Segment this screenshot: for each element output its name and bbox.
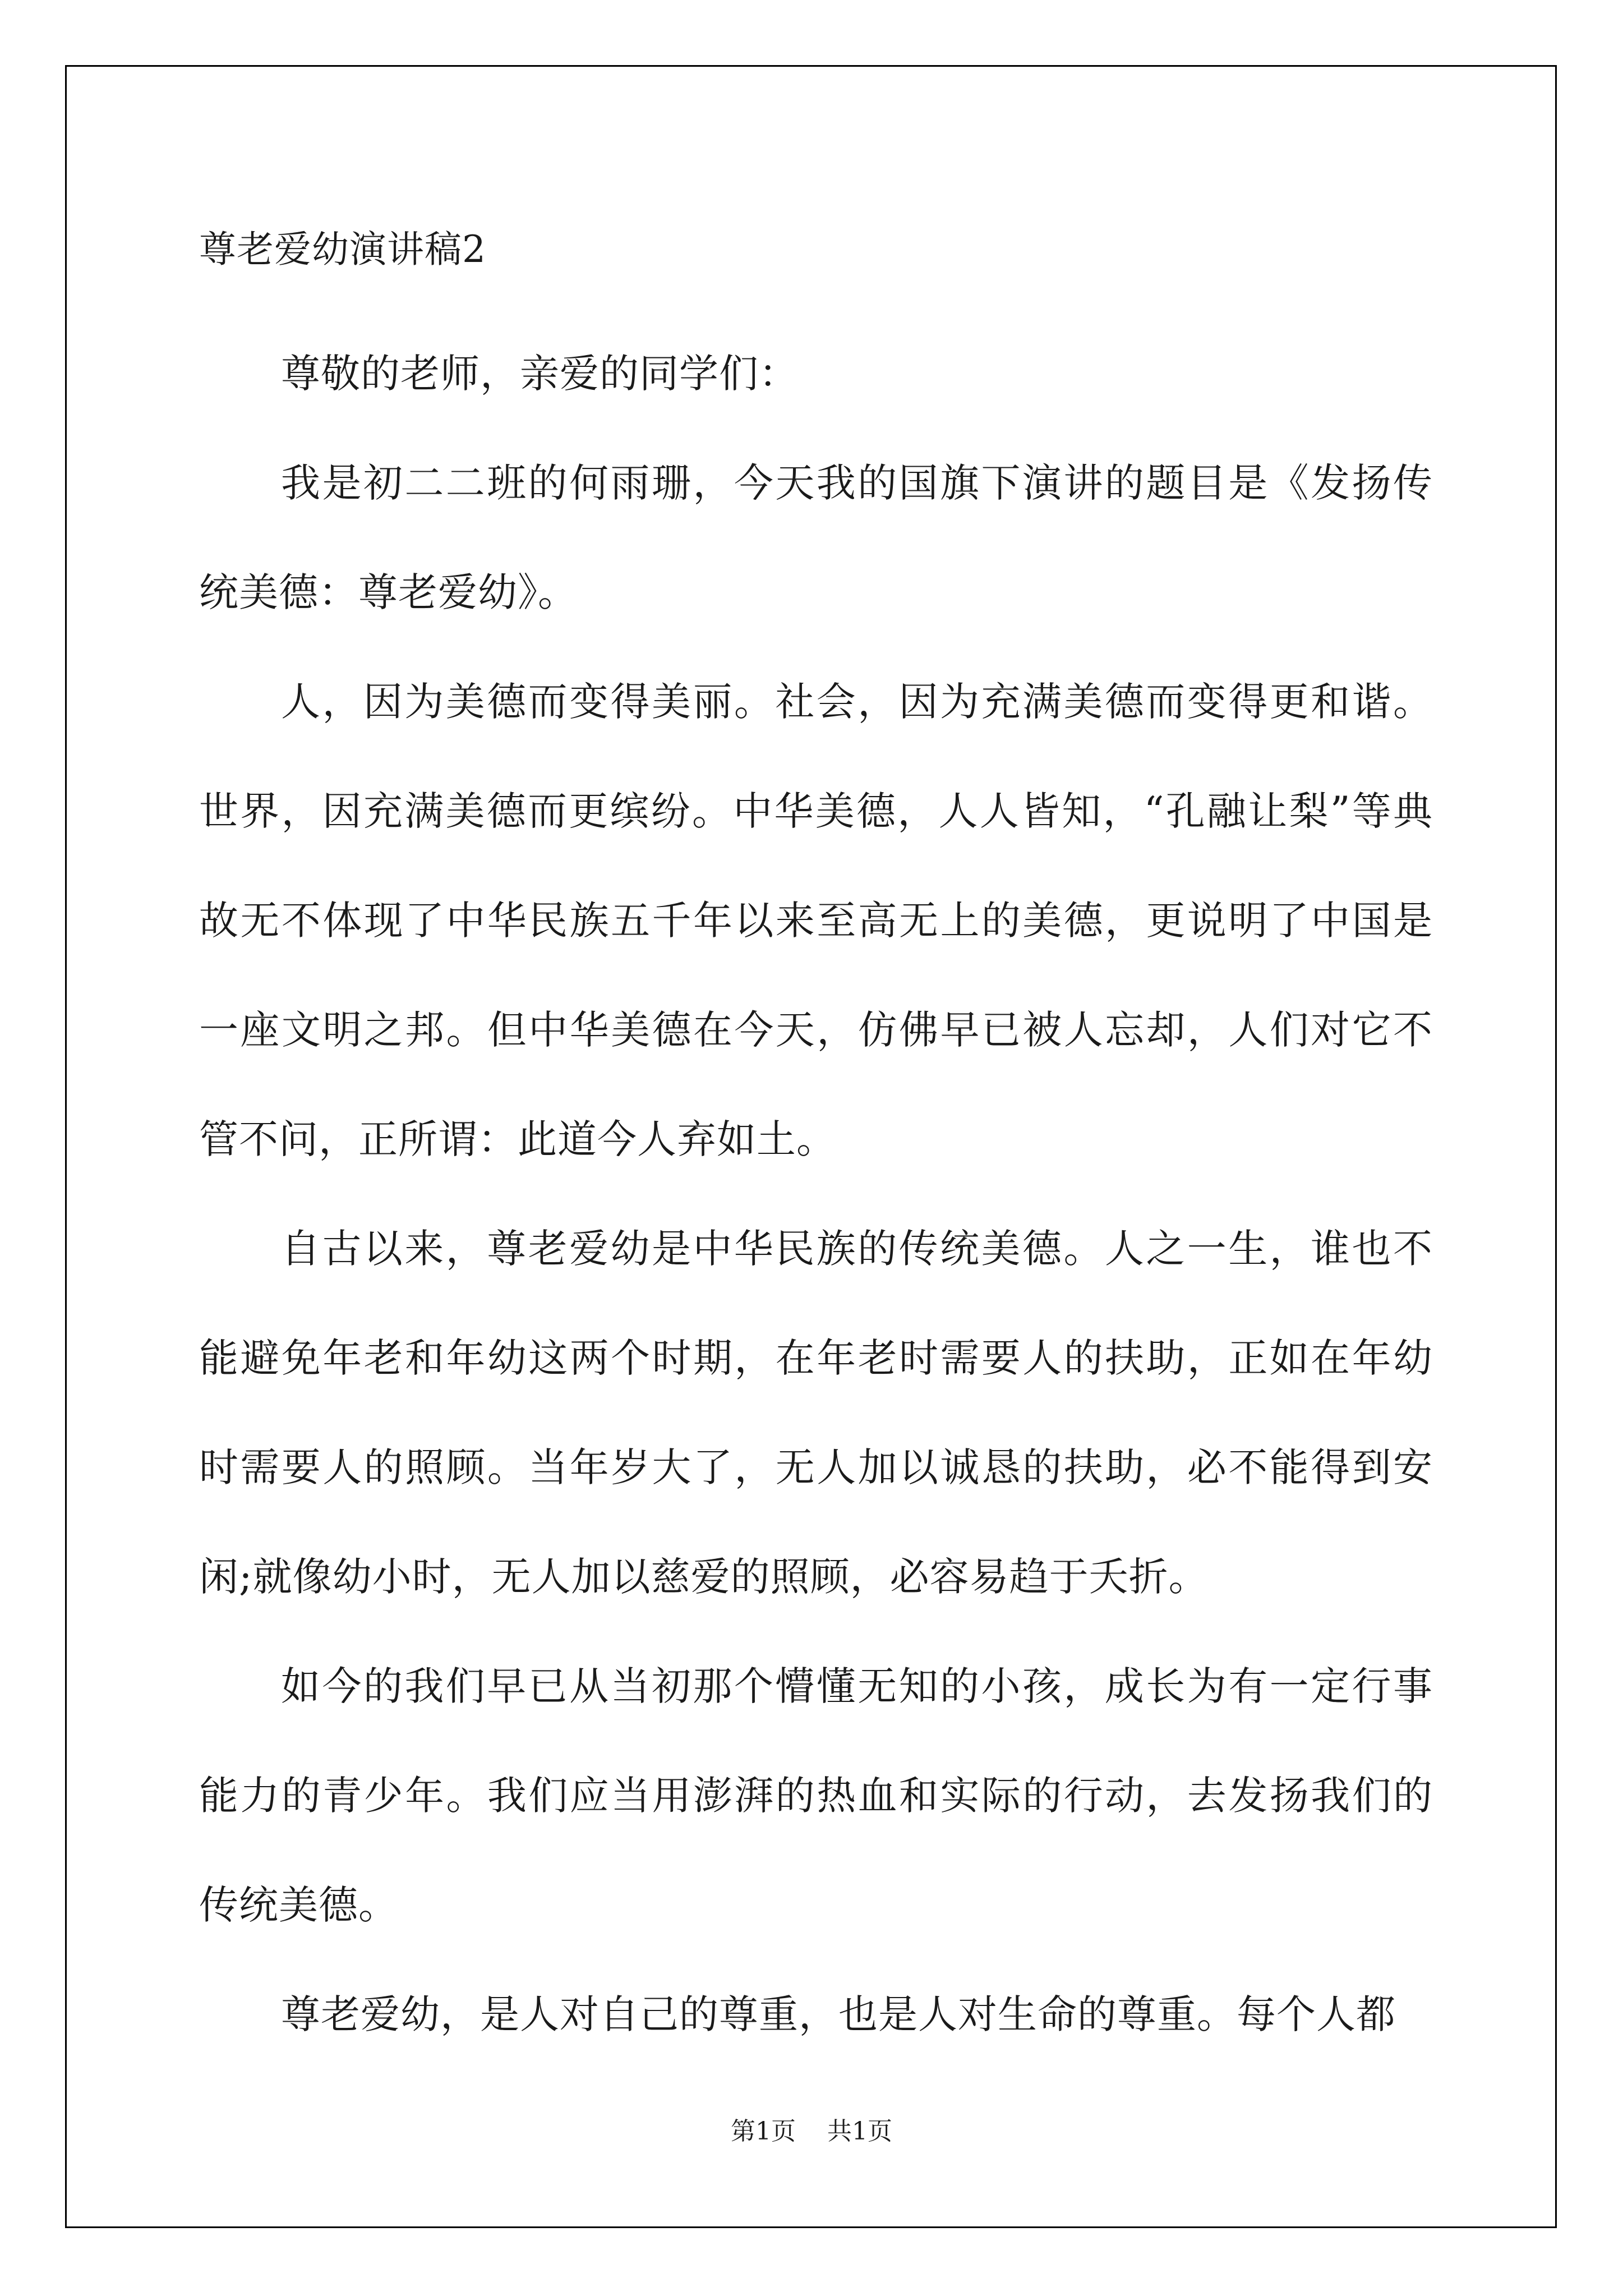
paragraph-tradition: 自古以来，尊老爱幼是中华民族的传统美德。人之一生，谁也不能避免年老和年幼这两个时期，在年老时需要人的扶助，正如在年幼时需要人的照顾。当年岁大了，无人加以诚恳的扶助，必不能得到安闲;就像幼小时，无人加以慈爱的照顾，必容易趋于夭折。 bbox=[199, 1226, 1433, 1600]
paragraph-youth: 如今的我们早已从当初那个懵懂无知的小孩，成长为有一定行事能力的青少年。我们应当用澎湃的热血和实际的行动，去发扬我们的传统美德。 bbox=[199, 1663, 1433, 1928]
paragraph-salutation: 尊敬的老师，亲爱的同学们： bbox=[281, 351, 799, 397]
paragraph-virtue: 人，因为美德而变得美丽。社会，因为充满美德而变得更和谐。世界，因充满美德而更缤纷。中华美德，人人皆知，“孔融让梨”等典故无不体现了中华民族五千年以来至高无上的美德，更说明了中国是一座文明之邦。但中华美德在今天，仿佛早已被人忘却，人们对它不管不问，正所谓：此道今人弃如土。 bbox=[199, 679, 1433, 1162]
page-total: 共1页 bbox=[827, 2117, 892, 2146]
paragraph-introduction: 我是初二二班的何雨珊，今天我的国旗下演讲的题目是《发扬传统美德：尊老爱幼》。 bbox=[199, 460, 1433, 615]
page-number: 第1页 bbox=[731, 2117, 796, 2146]
document-title: 尊老爱幼演讲稿2 bbox=[199, 228, 486, 271]
document-body bbox=[199, 222, 1433, 2069]
page-footer bbox=[0, 2115, 1623, 2148]
paragraph-respect: 尊老爱幼，是人对自己的尊重，也是人对生命的尊重。每个人都 bbox=[281, 1991, 1396, 2037]
